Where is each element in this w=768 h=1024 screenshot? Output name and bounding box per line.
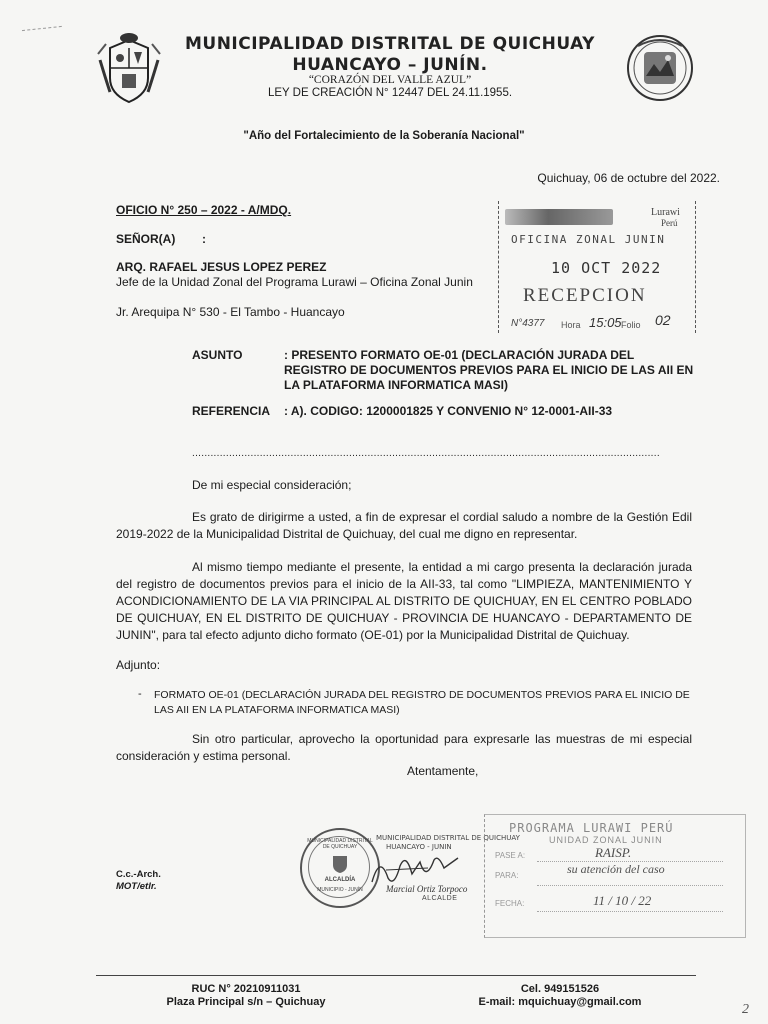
footer-ruc: RUC N° 20210911031: [191, 983, 301, 995]
derivation-row1-value: RAISP.: [595, 845, 632, 860]
creation-law: LEY DE CREACIÓN N° 12447 DEL 24.11.1955.: [267, 87, 513, 99]
adjunto-label: Adjunto:: [116, 658, 161, 672]
seal-shield-icon: [330, 854, 350, 874]
seal-center-text: ALCALDÍA: [324, 877, 356, 883]
signer-name: Marcial Ortiz Torpoco: [386, 884, 468, 894]
stamp-brand-country: Perú: [661, 218, 678, 228]
paragraph-1: Es grato de dirigirme a usted, a fin de expresar el cordial saludo a nombre de la Gestión Edil 2019-2022 de la Municipalidad Distrital de Quichuay, del cual me digno en representar.: [116, 510, 692, 541]
adjunto-bullet: -: [138, 688, 142, 700]
seal-side-sub: HUANCAYO - JUNIN: [386, 843, 452, 851]
stamp-folio-label: Folio: [621, 320, 641, 330]
paragraph-2: Al mismo tiempo mediante el presente, la entidad a mi cargo presenta la declaración jurada del registro de documentos previos para el inicio de la AII-33, tal como "LIMPIEZA, MANTENIMIENTO Y ACONDICIONAMIENTO DE LA VIA PRINCIPAL AL DISTRITO DE QUICHUAY, EN EL CENTRO POBLADO DE QUICHUAY, EN EL DISTRITO DE QUICHUAY - PROVINCIA DE HUANCAYO - DEPARTAMENTO DE JUNIN", para tal efecto adjunto dicho formato (OE-01) por la Municipalidad Distrital de Quichuay.: [116, 560, 692, 642]
salutation-label: SEÑOR(A): [116, 232, 176, 246]
stamp-office: OFICINA ZONAL JUNIN: [511, 233, 666, 246]
recipient-role: Jefe de la Unidad Zonal del Programa Lurawi – Oficina Zonal Junin: [116, 275, 473, 289]
typist-initials: MOT/etlr.: [116, 881, 157, 892]
derivation-row2-value: su atención del caso: [567, 862, 665, 876]
stamp-folio: 02: [655, 312, 671, 328]
derivation-stamp: [484, 814, 746, 938]
page-number-mark: 2: [742, 1002, 749, 1017]
footer-phone: Cel. 949151526: [520, 983, 600, 995]
footer-divider: [96, 975, 696, 976]
derivation-row2-label: PARA:: [495, 871, 519, 880]
derivation-title: PROGRAMA LURAWI PERÚ: [509, 821, 674, 835]
seal-bottom-text: MUNICIPIO - JUNÍN: [317, 887, 363, 893]
derivation-unit: UNIDAD ZONAL JUNIN: [549, 835, 663, 845]
stamp-hora-label: Hora: [561, 320, 581, 330]
reception-stamp: [498, 201, 696, 333]
referencia-text: : A). CODIGO: 1200001825 Y CONVENIO N° 12-0001-AII-33: [284, 404, 613, 418]
footer-address: Plaza Principal s/n – Quichuay: [166, 996, 326, 1008]
seal-side-title: MUNICIPALIDAD DISTRITAL DE QUICHUAY: [376, 834, 520, 842]
stamp-hora: 15:05: [589, 315, 622, 330]
salutation-colon: :: [202, 232, 206, 246]
handwritten-signature-icon: [368, 848, 464, 888]
municipal-crest-icon: [624, 32, 696, 104]
institution-motto: “CORAZÓN DEL VALLE AZUL”: [308, 74, 472, 86]
derivation-row3-label: FECHA:: [495, 899, 525, 908]
greeting: De mi especial consideración;: [192, 478, 352, 492]
institution-title: MUNICIPALIDAD DISTRITAL DE QUICHUAY: [184, 34, 595, 54]
institution-location: HUANCAYO – JUNÍN.: [292, 55, 488, 75]
year-motto: "Año del Fortalecimiento de la Soberanía Nacional": [243, 130, 525, 142]
derivation-row3-value: 11 / 10 / 22: [593, 893, 652, 908]
scan-mark-top-left: [22, 26, 62, 33]
footer-email: E-mail: mquichuay@gmail.com: [478, 996, 642, 1008]
stamp-logo-strip: [505, 209, 613, 225]
referencia-label: REFERENCIA: [192, 404, 271, 418]
atentamente: Atentamente,: [407, 764, 479, 778]
stamp-date: 10 OCT 2022: [551, 259, 662, 277]
copy-list: C.c.-Arch.: [116, 869, 161, 880]
asunto-label: ASUNTO: [192, 348, 243, 362]
stamp-label: RECEPCION: [523, 285, 647, 306]
adjunto-item: FORMATO OE-01 (DECLARACIÓN JURADA DEL REGISTRO DE DOCUMENTOS PREVIOS PARA EL INICIO DE LAS AII EN LA PLATAFORMA INFORMATICA MASI): [154, 689, 690, 716]
letter-date: Quichuay, 06 de octubre del 2022.: [537, 171, 720, 185]
separator-dotline: ........................................................................................................................................................: [192, 448, 660, 459]
stamp-brand: Lurawi: [651, 207, 680, 218]
recipient-address: Jr. Arequipa N° 530 - El Tambo - Huancayo: [116, 305, 345, 319]
asunto-text: : PRESENTO FORMATO OE-01 (DECLARACIÓN JURADA DEL REGISTRO DE DOCUMENTOS PREVIOS PARA EL INICIO DE LAS AII EN LA PLATAFORMA INFORMATICA MASI): [284, 348, 694, 392]
oficio-number: OFICIO N° 250 – 2022 - A/MDQ.: [116, 203, 292, 217]
seal-ring-text: MUNICIPALIDAD DISTRITAL DE QUICHUAY: [307, 838, 373, 850]
recipient-name: ARQ. RAFAEL JESUS LOPEZ PEREZ: [116, 260, 327, 274]
derivation-row1-label: PASE A:: [495, 851, 526, 860]
closing-paragraph: Sin otro particular, aprovecho la oportunidad para expresarle las muestras de mi especial consideración y estima personal.: [116, 732, 692, 763]
signer-role: ALCALDE: [422, 895, 458, 902]
stamp-reg: N°4377: [511, 318, 545, 329]
